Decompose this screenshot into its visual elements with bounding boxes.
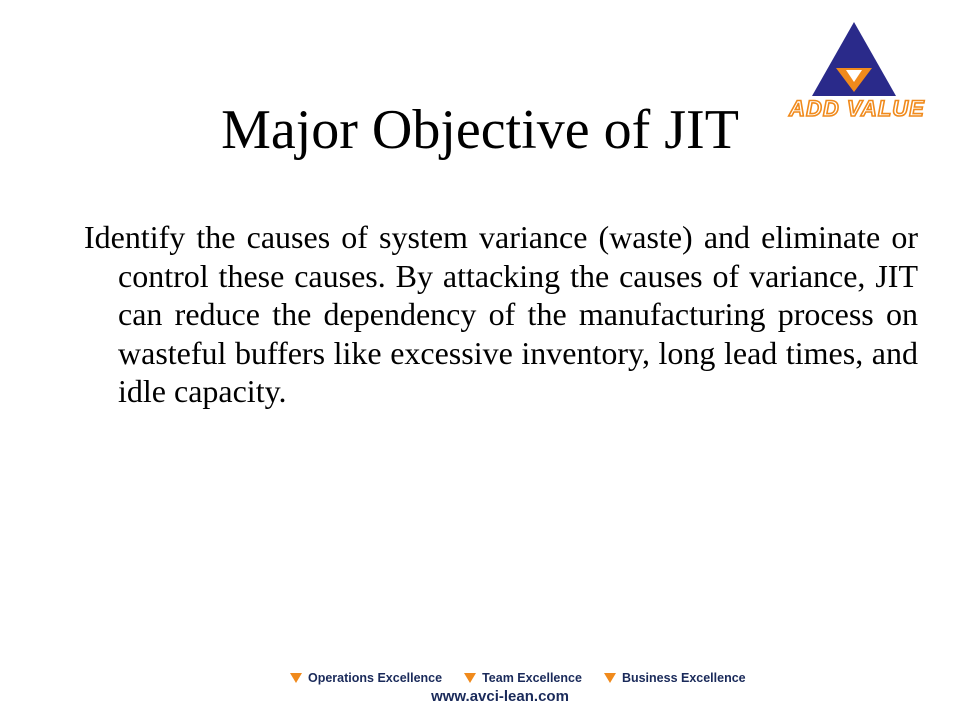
pillar-label: Team Excellence bbox=[482, 671, 582, 685]
pillar-label: Business Excellence bbox=[621, 671, 746, 685]
footer-website-url: www.avci-lean.com bbox=[431, 688, 569, 705]
slide-title: Major Objective of JIT bbox=[221, 99, 739, 161]
footer bbox=[0, 664, 960, 714]
orange-triangle-bullet-icon bbox=[464, 673, 476, 683]
orange-triangle-bullet-icon bbox=[604, 673, 616, 683]
pillar-business-excellence bbox=[604, 671, 746, 685]
svg-text:ADD VALUE: ADD VALUE bbox=[789, 96, 925, 121]
pillar-operations-excellence bbox=[290, 671, 442, 685]
slide-body-text: Identify the causes of system variance (waste) and eliminate or control these causes. By attacking the causes of variance, JIT can reduce the dependency of the manufacturing process on wasteful buffers like excessive inventory, long lead times, and idle capacity. bbox=[84, 219, 918, 409]
pillar-label: Operations Excellence bbox=[308, 671, 443, 685]
footer-pillars bbox=[290, 668, 768, 688]
pillar-team-excellence bbox=[464, 671, 582, 685]
orange-triangle-bullet-icon bbox=[290, 673, 302, 683]
